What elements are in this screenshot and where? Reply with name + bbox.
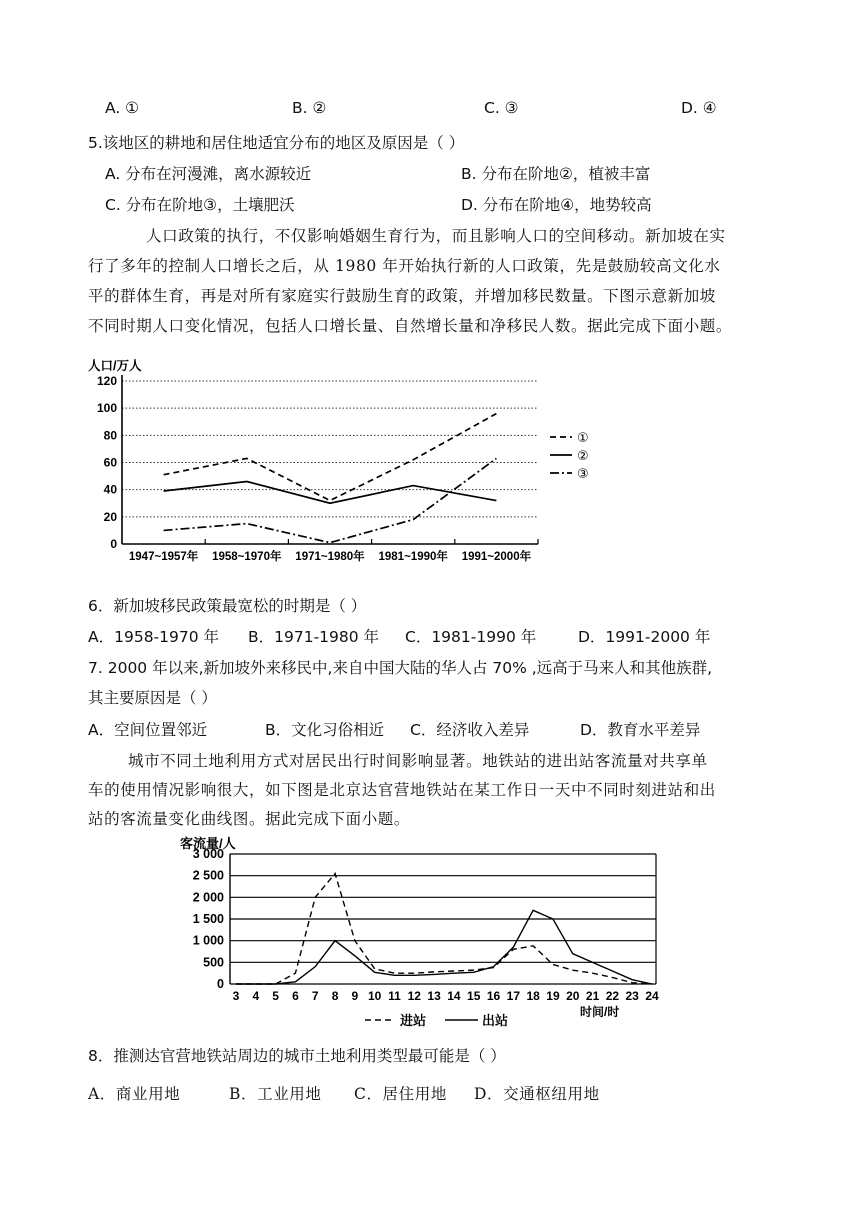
legend-label-1: ① [577,430,589,445]
x-tick-label: 18 [526,989,540,1003]
passage2-line-3: 站的客流量变化曲线图。据此完成下面小题。 [88,810,411,828]
y-tick-label: 60 [103,455,117,470]
q4-option-c[interactable]: C. ③ [484,99,519,117]
y-axis-title: 客流量/人 [180,836,236,851]
subway-passenger-flow-chart [170,832,670,1032]
y-tick-label: 0 [217,977,224,991]
passage2-line-1: 城市不同土地利用方式对居民出行时间影响显著。地铁站的进出站客流量对共享单 [128,752,708,770]
x-tick-label: 17 [506,989,521,1003]
x-tick-label: 1991~2000年 [461,551,532,563]
x-tick-label: 11 [388,989,401,1003]
x-tick-label: 3 [232,989,240,1003]
y-tick-label: 40 [103,482,117,497]
q4-option-a[interactable]: A. ① [105,99,140,117]
series-line-2 [164,482,497,504]
q6-option-b[interactable]: B．1971-1980 年 [248,628,380,646]
q7-option-c[interactable]: C．经济收入差异 [410,721,530,739]
x-tick-label: 10 [367,989,382,1003]
x-tick-label: 15 [467,989,481,1003]
y-tick-label: 3 000 [192,847,224,861]
x-tick-label: 20 [566,989,580,1003]
q5-option-d[interactable]: D. 分布在阶地④，地势较高 [461,196,652,214]
q8-option-a[interactable]: A．商业用地 [88,1085,181,1103]
x-tick-label: 4 [252,989,260,1003]
x-axis-title: 时间/时 [580,1005,620,1019]
passage1-line-4: 不同时期人口变化情况，包括人口增长量、自然增长量和净移民人数。据此完成下面小题。 [88,317,733,335]
series-line-2 [236,910,652,984]
q8-stem: 8．推测达官营地铁站周边的城市土地利用类型最可能是（ ） [88,1047,506,1065]
x-tick-label: 5 [272,989,279,1003]
q5-option-c[interactable]: C. 分布在阶地③，土壤肥沃 [105,196,295,214]
q5-option-a[interactable]: A. 分布在河漫滩，离水源较近 [105,165,312,183]
y-tick-label: 0 [110,537,117,551]
y-tick-label: 80 [103,428,117,443]
series-line-1 [236,874,652,985]
q6-option-c[interactable]: C．1981-1990 年 [405,628,537,646]
x-tick-label: 12 [407,989,421,1003]
legend-label-2: ② [577,448,589,463]
q8-option-c[interactable]: C．居住用地 [354,1085,447,1103]
passage1-line-2: 行了多年的控制人口增长之后，从 1980 年开始执行新的人口政策，先是鼓励较高文化水 [88,257,721,275]
passage2-line-2: 车的使用情况影响很大，如下图是北京达官营地铁站在某工作日一天中不同时刻进站和出 [88,781,716,799]
q6-option-a[interactable]: A．1958-1970 年 [88,628,220,646]
y-tick-label: 2 000 [192,890,224,905]
y-tick-label: 120 [96,374,117,388]
x-tick-label: 6 [292,989,299,1003]
q7-stem-line-1: 7. 2000 年以来,新加坡外来移民中,来自中国大陆的华人占 70% ,远高于马来人和其他族群, [88,659,713,677]
legend-label-3: ③ [577,466,589,481]
x-tick-label: 22 [605,989,620,1003]
legend-label-2: 出站 [482,1013,509,1028]
q4-option-d[interactable]: D. ④ [681,99,717,117]
q7-option-b[interactable]: B．文化习俗相近 [265,721,385,739]
x-tick-label: 7 [311,989,319,1003]
y-axis-title: 人口/万人 [88,359,142,373]
y-tick-label: 20 [103,509,117,524]
passage1-line-1: 人口政策的执行，不仅影响婚姻生育行为，而且影响人口的空间移动。新加坡在实 [146,227,726,245]
x-tick-label: 16 [486,989,501,1003]
x-tick-label: 21 [585,989,600,1003]
x-tick-label: 13 [427,989,441,1003]
x-tick-label: 19 [546,989,560,1003]
y-tick-label: 500 [203,955,224,970]
x-tick-label: 14 [447,989,461,1003]
y-tick-label: 2 500 [192,868,224,883]
x-tick-label: 23 [625,989,639,1003]
series-line-3 [164,458,497,542]
q7-stem-line-2: 其主要原因是（ ） [88,689,217,707]
x-tick-label: 1958~1970年 [212,551,282,563]
x-tick-label: 1981~1990年 [378,551,448,563]
q8-option-d[interactable]: D．交通枢纽用地 [474,1085,600,1103]
population-change-chart [80,355,600,570]
y-tick-label: 1 000 [192,933,224,948]
q6-stem: 6．新加坡移民政策最宽松的时期是（ ） [88,597,367,615]
legend-label-1: 进站 [400,1013,427,1028]
x-tick-label: 1971~1980年 [295,551,365,563]
q5-stem: 5.该地区的耕地和居住地适宜分布的地区及原因是（ ） [88,134,465,152]
q7-option-a[interactable]: A．空间位置邻近 [88,721,208,739]
x-tick-label: 9 [351,989,359,1003]
series-line-1 [164,414,497,501]
x-tick-label: 8 [331,989,339,1003]
x-tick-label: 24 [645,989,659,1003]
y-tick-label: 1 500 [192,912,224,926]
passage1-line-3: 平的群体生育，再是对所有家庭实行鼓励生育的政策，并增加移民数量。下图示意新加坡 [88,287,716,305]
q8-option-b[interactable]: B．工业用地 [229,1085,322,1103]
q4-option-b[interactable]: B. ② [292,99,327,117]
x-tick-label: 1947~1957年 [128,551,199,563]
q5-option-b[interactable]: B. 分布在阶地②，植被丰富 [461,165,651,183]
q7-option-d[interactable]: D．教育水平差异 [580,721,701,739]
y-tick-label: 100 [96,401,117,416]
q6-option-d[interactable]: D．1991-2000 年 [578,628,711,646]
